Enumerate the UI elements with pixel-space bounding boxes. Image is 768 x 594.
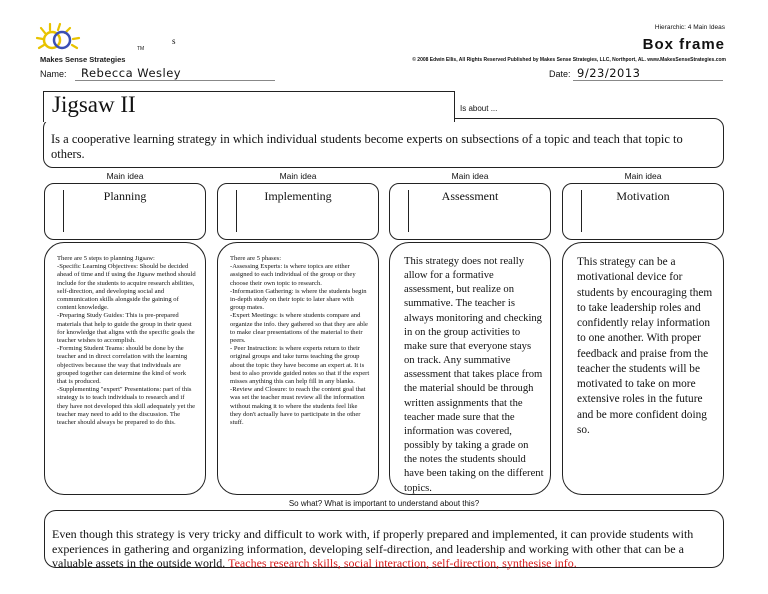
main-idea-box-assessment[interactable] — [389, 183, 551, 240]
definition-text[interactable]: Is a cooperative learning strategy in which individual students become experts on subsections of a topic and teach that topic to others. — [51, 132, 683, 161]
main-idea-box-implementing[interactable] — [217, 183, 379, 240]
details-box-assessment[interactable] — [389, 242, 551, 495]
main-idea-title: Planning — [103, 189, 147, 203]
name-label: Name: — [40, 69, 67, 79]
stray-mark: s — [172, 36, 176, 46]
main-idea-label: Main idea — [624, 171, 662, 181]
brand-logo-icon — [34, 22, 94, 56]
so-what-body: Even though this strategy is very tricky and difficult to work with, if properly prepared and implemented, it can provide students with experiences in gathering and organizing information, developing self-direction, and leadership and working with other that can be a valuable assets in the outside world. — [52, 527, 694, 570]
frame-title: Box frame — [642, 36, 725, 53]
main-idea-title: Implementing — [264, 189, 332, 203]
date-label: Date: — [549, 69, 571, 79]
copyright-line: © 2008 Edwin Ellis, All Rights Reserved Published by Makes Sense Strategies, LLC, Northport, AL. www.MakesSenseStrategies.com — [412, 57, 726, 63]
main-idea-label: Main idea — [279, 171, 317, 181]
date-field[interactable]: 9/23/2013 — [577, 66, 641, 80]
so-what-text — [52, 527, 720, 571]
details-box-motivation[interactable] — [562, 242, 724, 495]
details-text: This strategy can be a motivational device for students by encouraging them to take leadership roles and confidently relay information to one another. With proper feedback and praise from the teacher the students will be motivated to take on more extensive roles in the future and be more confident doing so. — [577, 256, 713, 436]
date-underline — [573, 80, 723, 81]
is-about-label: Is about ... — [460, 104, 498, 113]
details-text: There are 5 phases: -Assessing Experts: is where topics are either assigned to each individual of the group or they choose their own topic to research. -Information Gathering: is where the students begin in-depth study on their topic to later share with group mates. -Expert Meetings: is where students compare and organize the info. they gathered so that they are able to make clear presentations of the material to their peers. - Peer Instruction: is where experts return to their original groups and take turns teaching the group about the topic they have become an expert at. It is best to also provide guided notes so that if the expert misses anything this can help fill in any blanks. -Review and Closure: to reach the content goal that was set the teacher must review all the information without making it to where the students feel like they don't actually have to participate in the other stuff. — [230, 255, 370, 427]
main-idea-title: Assessment — [441, 189, 499, 203]
trademark-mark: TM — [137, 46, 145, 52]
details-box-planning[interactable] — [44, 242, 206, 495]
main-idea-label: Main idea — [451, 171, 489, 181]
main-idea-box-planning[interactable] — [44, 183, 206, 240]
details-text: This strategy does not really allow for a formative assessment, but realize on summative. The teacher is always monitoring and checking in on the group activities to make sure that everyone stays on track. Any summative assessment that takes place from the material should be through written assignments that the teacher made sure that the information was covered, possibly by taking a grade on the notes the students should have been taking on the different topics. — [404, 256, 544, 494]
brand-name: Makes Sense Strategies — [40, 55, 126, 64]
main-idea-title: Motivation — [616, 189, 670, 203]
main-idea-label: Main idea — [106, 171, 144, 181]
details-text: There are 5 steps to planning Jigsaw: -Specific Learning Objectives: Should be decided ahead of time and if using the Jigsaw method should include for the students to acquire research abilities, self-direction, and developing social and communication skills alongside the gaining of content knowledge. -Preparing Study Guides: This is pre-prepared materials that help to guide the group in their quest for knowledge that aligns with the specific goals the teacher wishes to accomplish. -Forming Student Teams: should be done by the teacher and in direct correlation with the learning objectives because the way that individuals are grouped together can determine the kind of work that is produced. -Supplementing "expert" Presentations: part of this strategy is to teach individuals to research and if they have not developed this skill adequately yet the teacher may need to add to the discussion. The teacher should always be prepared to do this. — [57, 255, 196, 427]
so-what-label: So what? What is important to understand about this? — [288, 499, 480, 508]
name-field[interactable]: Rebecca Wesley — [81, 66, 182, 80]
hierarchy-label: Hierarchic: 4 Main Ideas — [654, 24, 725, 31]
main-idea-box-motivation[interactable] — [562, 183, 724, 240]
name-underline — [75, 80, 275, 81]
so-what-highlight: Teaches research skills, social interaction, self-direction, synthesise info. — [228, 556, 577, 570]
topic-title[interactable]: Jigsaw II — [52, 92, 136, 117]
details-box-implementing[interactable] — [217, 242, 379, 495]
